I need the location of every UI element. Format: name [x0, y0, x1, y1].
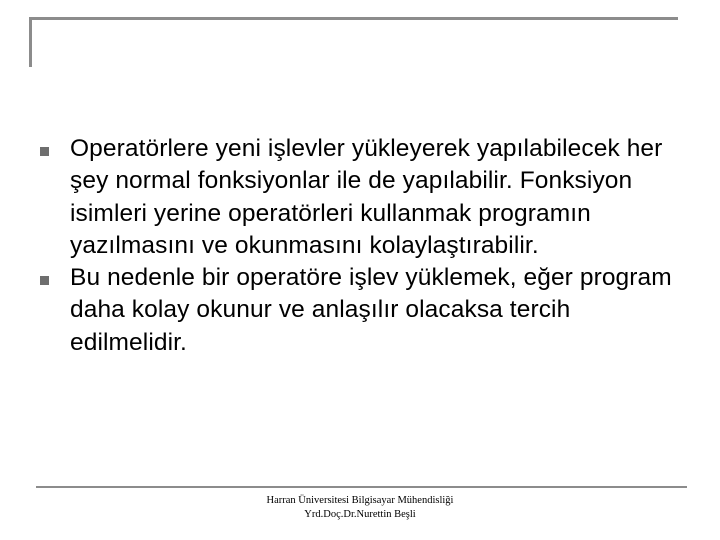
bullet-text: Bu nedenle bir operatöre işlev yüklemek, eğer program daha kolay okunur ve anlaşılır olacaksa tercih edilmelidir. [70, 264, 672, 356]
square-bullet-icon [40, 147, 49, 156]
footer-rule [36, 486, 687, 488]
bullet-item [40, 133, 690, 262]
bullet-item [40, 262, 690, 359]
frame-left-rule [29, 17, 32, 67]
bullet-text: Operatörlere yeni işlevler yükleyerek yapılabilecek her şey normal fonksiyonlar ile de yapılabilir. Fonksiyon isimleri yerine operatörleri kullanmak programın yazılmasını ve okunmasını kolaylaştırabilir. [70, 135, 663, 259]
square-bullet-icon [40, 276, 49, 285]
footer-institution: Harran Üniversitesi Bilgisayar Mühendisliği [266, 495, 454, 506]
bullet-list [40, 133, 690, 359]
footer-author: Yrd.Doç.Dr.Nurettin Beşli [304, 509, 416, 520]
footer [0, 494, 720, 522]
frame-top-rule [29, 17, 678, 20]
